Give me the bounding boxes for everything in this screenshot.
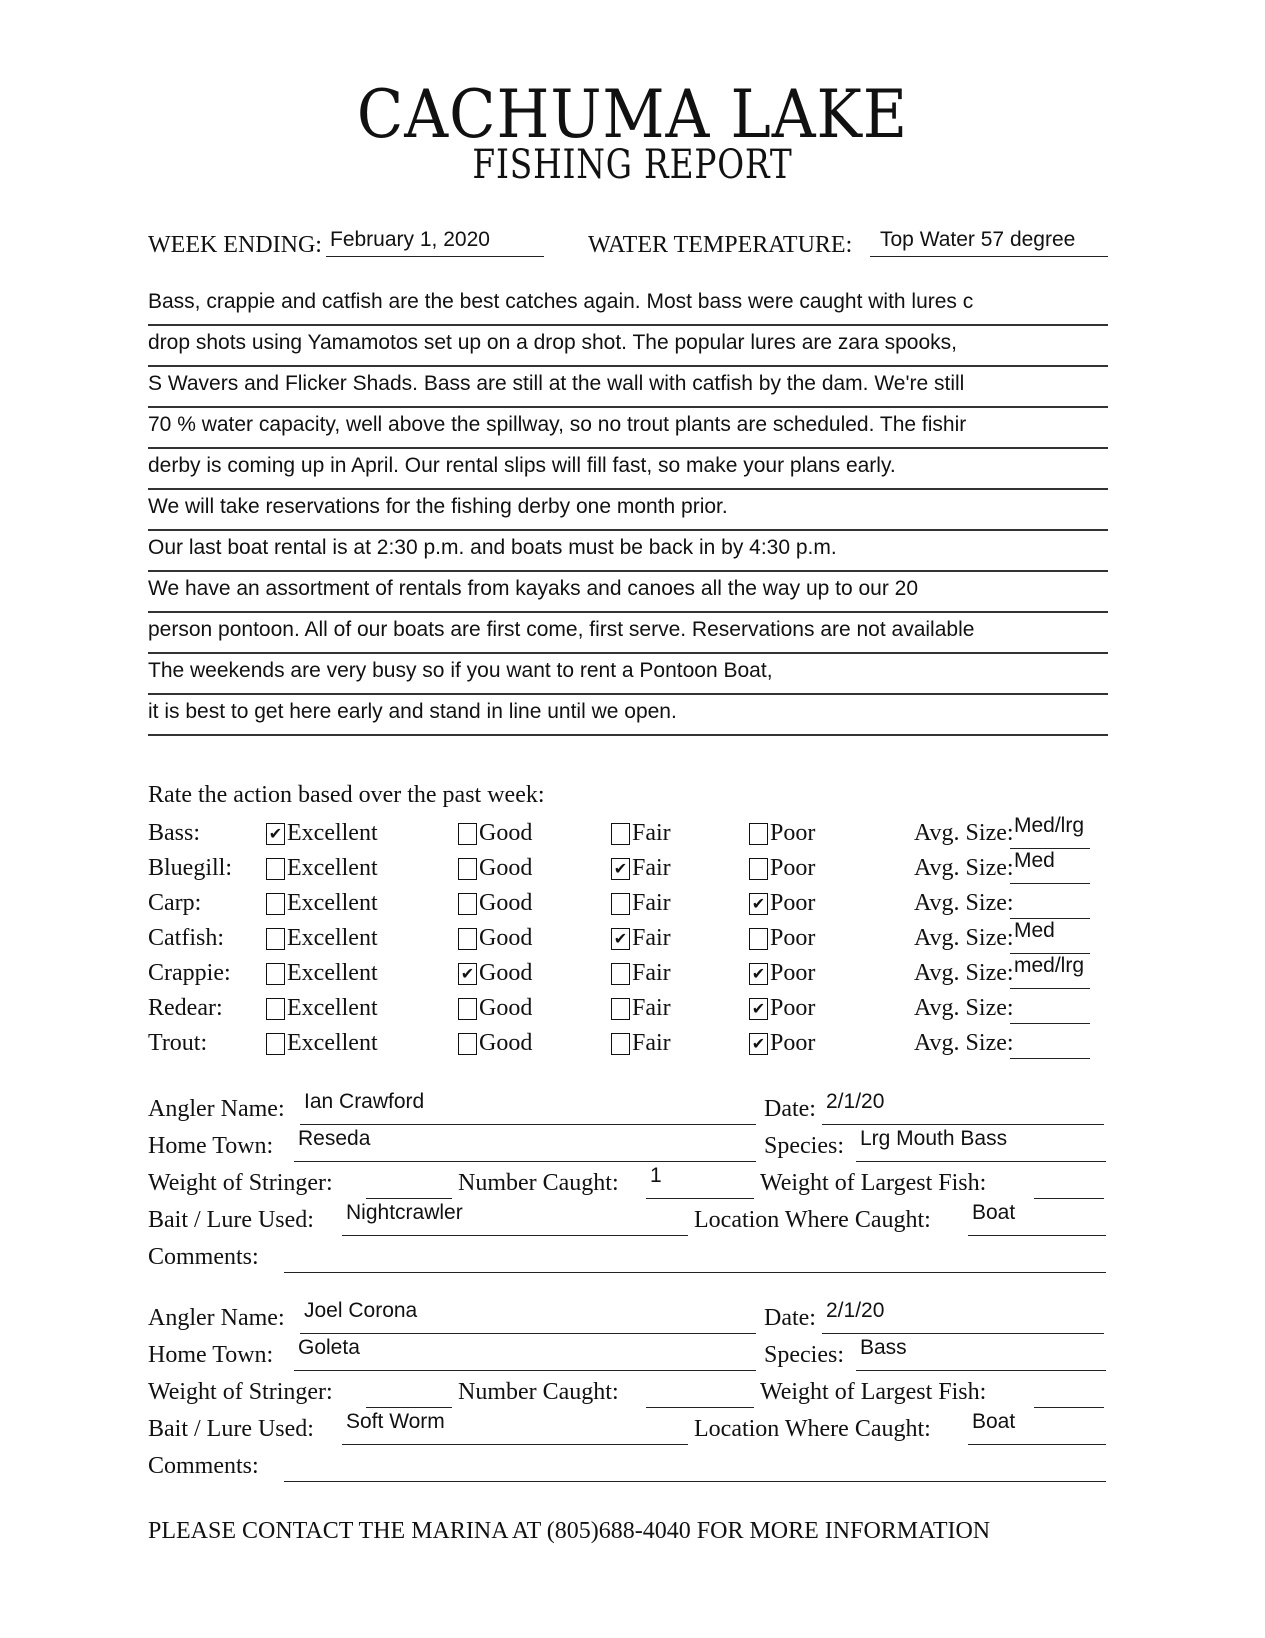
location-value[interactable]: Boat — [972, 1410, 1016, 1433]
checkbox-fair[interactable] — [611, 963, 630, 985]
location-label: Location Where Caught: — [694, 1207, 931, 1233]
checkbox-good[interactable] — [458, 858, 477, 880]
report-line: it is best to get here early and stand in line until we open. — [148, 696, 1108, 736]
home-town-line — [294, 1161, 756, 1162]
option-fair[interactable] — [611, 960, 671, 987]
water-temperature-label: WATER TEMPERATURE: — [588, 232, 853, 258]
avg-size-line — [1010, 1023, 1090, 1024]
checkbox-poor[interactable]: ✔ — [749, 998, 768, 1020]
number-caught-label: Number Caught: — [458, 1379, 619, 1405]
angler-name-label: Angler Name: — [148, 1096, 285, 1122]
contact-footer: PLEASE CONTACT THE MARINA AT (805)688-4040 FOR MORE INFORMATION — [148, 1518, 991, 1544]
report-line: S Wavers and Flicker Shads. Bass are still at the wall with catfish by the dam. We're still — [148, 368, 1108, 408]
option-label: Excellent — [287, 890, 378, 916]
rating-row-bass — [148, 814, 1108, 854]
species-label: Trout: — [148, 1030, 208, 1056]
option-good[interactable] — [458, 960, 532, 987]
location-line — [968, 1235, 1106, 1236]
weight-stringer-label: Weight of Stringer: — [148, 1170, 333, 1196]
checkbox-poor[interactable] — [749, 928, 768, 950]
report-title: CACHUMA LAKE — [356, 76, 909, 153]
date-line — [822, 1333, 1104, 1334]
option-label: Fair — [632, 925, 671, 951]
date-line — [822, 1124, 1104, 1125]
report-line: We will take reservations for the fishing derby one month prior. — [148, 491, 1108, 531]
option-fair[interactable] — [611, 820, 671, 847]
option-poor[interactable] — [749, 995, 815, 1022]
water-temperature-line — [870, 256, 1108, 257]
option-good[interactable] — [458, 925, 532, 952]
checkbox-good[interactable] — [458, 893, 477, 915]
option-label: Good — [479, 960, 533, 986]
option-label: Good — [479, 855, 533, 881]
option-poor[interactable] — [749, 855, 815, 882]
option-poor[interactable] — [749, 960, 815, 987]
weight-stringer-label: Weight of Stringer: — [148, 1379, 333, 1405]
option-excellent[interactable] — [266, 995, 378, 1022]
comments-label: Comments: — [148, 1453, 259, 1479]
avg-size-label: Avg. Size: — [914, 820, 1014, 846]
checkbox-good[interactable]: ✔ — [458, 963, 477, 985]
option-label: Good — [479, 995, 533, 1021]
report-line: derby is coming up in April. Our rental slips will fill fast, so make your plans early. — [148, 450, 1108, 490]
option-label: Fair — [632, 995, 671, 1021]
checkbox-good[interactable] — [458, 1033, 477, 1055]
species-line — [856, 1370, 1106, 1371]
option-excellent[interactable] — [266, 890, 378, 917]
species-value[interactable]: Bass — [860, 1336, 907, 1359]
weight-stringer-line — [366, 1198, 452, 1199]
avg-size-value[interactable]: Med/lrg — [1014, 814, 1085, 837]
option-label: Poor — [770, 890, 816, 916]
report-line: person pontoon. All of our boats are first come, first serve. Reservations are not available — [148, 614, 1108, 654]
checkbox-fair[interactable] — [611, 1033, 630, 1055]
location-value[interactable]: Boat — [972, 1201, 1016, 1224]
option-label: Fair — [632, 820, 671, 846]
weight-largest-label: Weight of Largest Fish: — [760, 1379, 987, 1405]
checkbox-poor[interactable] — [749, 823, 768, 845]
number-caught-line — [646, 1407, 754, 1408]
checkbox-excellent[interactable] — [266, 893, 285, 915]
avg-size-label: Avg. Size: — [914, 995, 1014, 1021]
option-good[interactable] — [458, 820, 532, 847]
bait-label: Bait / Lure Used: — [148, 1207, 314, 1233]
checkbox-poor[interactable] — [749, 858, 768, 880]
home-town-label: Home Town: — [148, 1133, 274, 1159]
report-subtitle: FISHING REPORT — [472, 142, 793, 188]
report-line: Our last boat rental is at 2:30 p.m. and boats must be back in by 4:30 p.m. — [148, 532, 1108, 572]
option-fair[interactable] — [611, 925, 671, 952]
report-line: 70 % water capacity, well above the spillway, so no trout plants are scheduled. The fishir — [148, 409, 1108, 449]
option-excellent[interactable] — [266, 925, 378, 952]
option-label: Good — [479, 925, 533, 951]
option-excellent[interactable] — [266, 820, 378, 847]
avg-size-label: Avg. Size: — [914, 855, 1014, 881]
option-excellent[interactable] — [266, 1030, 378, 1057]
location-line — [968, 1444, 1106, 1445]
weight-largest-label: Weight of Largest Fish: — [760, 1170, 987, 1196]
option-label: Poor — [770, 960, 816, 986]
home-town-line — [294, 1370, 756, 1371]
number-caught-label: Number Caught: — [458, 1170, 619, 1196]
option-label: Good — [479, 820, 533, 846]
option-poor[interactable] — [749, 820, 815, 847]
option-excellent[interactable] — [266, 960, 378, 987]
location-label: Location Where Caught: — [694, 1416, 931, 1442]
option-poor[interactable] — [749, 925, 815, 952]
avg-size-label: Avg. Size: — [914, 890, 1014, 916]
species-value[interactable]: Lrg Mouth Bass — [860, 1127, 1008, 1150]
date-label: Date: — [764, 1305, 816, 1331]
option-label: Fair — [632, 960, 671, 986]
date-value[interactable]: 2/1/20 — [826, 1090, 885, 1113]
option-label: Excellent — [287, 1030, 378, 1056]
weight-stringer-line — [366, 1407, 452, 1408]
home-town-value[interactable]: Reseda — [298, 1127, 371, 1150]
angler-name-label: Angler Name: — [148, 1305, 285, 1331]
bait-value[interactable]: Soft Worm — [346, 1410, 445, 1433]
number-caught-line — [646, 1198, 754, 1199]
option-good[interactable] — [458, 1030, 532, 1057]
option-label: Poor — [770, 1030, 816, 1056]
water-temperature-value[interactable]: Top Water 57 degree — [880, 228, 1076, 251]
checkbox-good[interactable] — [458, 823, 477, 845]
angler-name-value[interactable]: Ian Crawford — [304, 1090, 425, 1113]
option-poor[interactable] — [749, 1030, 815, 1057]
option-label: Excellent — [287, 925, 378, 951]
option-label: Poor — [770, 855, 816, 881]
species-label: Bass: — [148, 820, 201, 846]
rating-row-crappie — [148, 954, 1108, 994]
comments-line — [284, 1481, 1106, 1482]
checkbox-excellent[interactable] — [266, 998, 285, 1020]
option-label: Good — [479, 890, 533, 916]
checkbox-poor[interactable]: ✔ — [749, 963, 768, 985]
checkbox-good[interactable] — [458, 998, 477, 1020]
avg-size-line — [1010, 1058, 1090, 1059]
rating-row-redear — [148, 995, 1108, 1029]
bait-value[interactable]: Nightcrawler — [346, 1201, 463, 1224]
avg-size-label: Avg. Size: — [914, 925, 1014, 951]
option-label: Poor — [770, 925, 816, 951]
avg-size-value[interactable]: Med — [1014, 919, 1055, 942]
species-label: Species: — [764, 1133, 844, 1159]
option-fair[interactable] — [611, 1030, 671, 1057]
option-good[interactable] — [458, 995, 532, 1022]
comments-label: Comments: — [148, 1244, 259, 1270]
option-label: Excellent — [287, 820, 378, 846]
option-label: Excellent — [287, 855, 378, 881]
report-line: The weekends are very busy so if you want to rent a Pontoon Boat, — [148, 655, 1108, 695]
option-fair[interactable] — [611, 890, 671, 917]
checkbox-good[interactable] — [458, 928, 477, 950]
checkbox-fair[interactable]: ✔ — [611, 928, 630, 950]
rating-row-trout — [148, 1030, 1108, 1064]
rating-row-carp — [148, 890, 1108, 924]
rating-row-bluegill — [148, 849, 1108, 889]
home-town-label: Home Town: — [148, 1342, 274, 1368]
comments-line — [284, 1272, 1106, 1273]
species-line — [856, 1161, 1106, 1162]
checkbox-fair[interactable] — [611, 998, 630, 1020]
number-caught-value[interactable]: 1 — [650, 1164, 662, 1187]
species-label: Species: — [764, 1342, 844, 1368]
species-label: Bluegill: — [148, 855, 232, 881]
report-line: drop shots using Yamamotos set up on a drop shot. The popular lures are zara spooks, — [148, 327, 1108, 367]
option-label: Excellent — [287, 960, 378, 986]
checkbox-fair[interactable]: ✔ — [611, 858, 630, 880]
checkbox-excellent[interactable] — [266, 928, 285, 950]
option-label: Fair — [632, 890, 671, 916]
avg-size-value[interactable]: Med — [1014, 849, 1055, 872]
checkbox-poor[interactable]: ✔ — [749, 893, 768, 915]
option-label: Fair — [632, 1030, 671, 1056]
option-fair[interactable] — [611, 995, 671, 1022]
rating-row-catfish — [148, 919, 1108, 959]
bait-line — [342, 1235, 688, 1236]
weight-largest-line — [1034, 1198, 1104, 1199]
date-value[interactable]: 2/1/20 — [826, 1299, 885, 1322]
bait-label: Bait / Lure Used: — [148, 1416, 314, 1442]
avg-size-line — [1010, 883, 1090, 884]
angler-name-line — [300, 1124, 756, 1125]
species-label: Carp: — [148, 890, 202, 916]
checkbox-excellent[interactable] — [266, 858, 285, 880]
option-label: Good — [479, 1030, 533, 1056]
option-label: Poor — [770, 820, 816, 846]
checkbox-excellent[interactable] — [266, 1033, 285, 1055]
avg-size-value[interactable]: med/lrg — [1014, 954, 1085, 977]
option-good[interactable] — [458, 890, 532, 917]
checkbox-excellent[interactable]: ✔ — [266, 823, 285, 845]
home-town-value[interactable]: Goleta — [298, 1336, 360, 1359]
checkbox-fair[interactable] — [611, 823, 630, 845]
checkbox-excellent[interactable] — [266, 963, 285, 985]
week-ending-label: WEEK ENDING: — [148, 232, 322, 258]
report-line: We have an assortment of rentals from kayaks and canoes all the way up to our 20 — [148, 573, 1108, 613]
option-fair[interactable] — [611, 855, 671, 882]
option-poor[interactable] — [749, 890, 815, 917]
option-excellent[interactable] — [266, 855, 378, 882]
angler-name-value[interactable]: Joel Corona — [304, 1299, 418, 1322]
week-ending-value[interactable]: February 1, 2020 — [330, 228, 490, 251]
option-good[interactable] — [458, 855, 532, 882]
rating-heading: Rate the action based over the past week: — [148, 782, 545, 808]
weight-largest-line — [1034, 1407, 1104, 1408]
date-label: Date: — [764, 1096, 816, 1122]
avg-size-label: Avg. Size: — [914, 960, 1014, 986]
option-label: Excellent — [287, 995, 378, 1021]
species-label: Catfish: — [148, 925, 224, 951]
report-line: Bass, crappie and catfish are the best catches again. Most bass were caught with lures c — [148, 286, 1108, 326]
option-label: Poor — [770, 995, 816, 1021]
avg-size-label: Avg. Size: — [914, 1030, 1014, 1056]
species-label: Crappie: — [148, 960, 231, 986]
checkbox-poor[interactable]: ✔ — [749, 1033, 768, 1055]
avg-size-line — [1010, 988, 1090, 989]
checkbox-fair[interactable] — [611, 893, 630, 915]
species-label: Redear: — [148, 995, 223, 1021]
bait-line — [342, 1444, 688, 1445]
angler-name-line — [300, 1333, 756, 1334]
week-ending-line — [326, 256, 544, 257]
option-label: Fair — [632, 855, 671, 881]
